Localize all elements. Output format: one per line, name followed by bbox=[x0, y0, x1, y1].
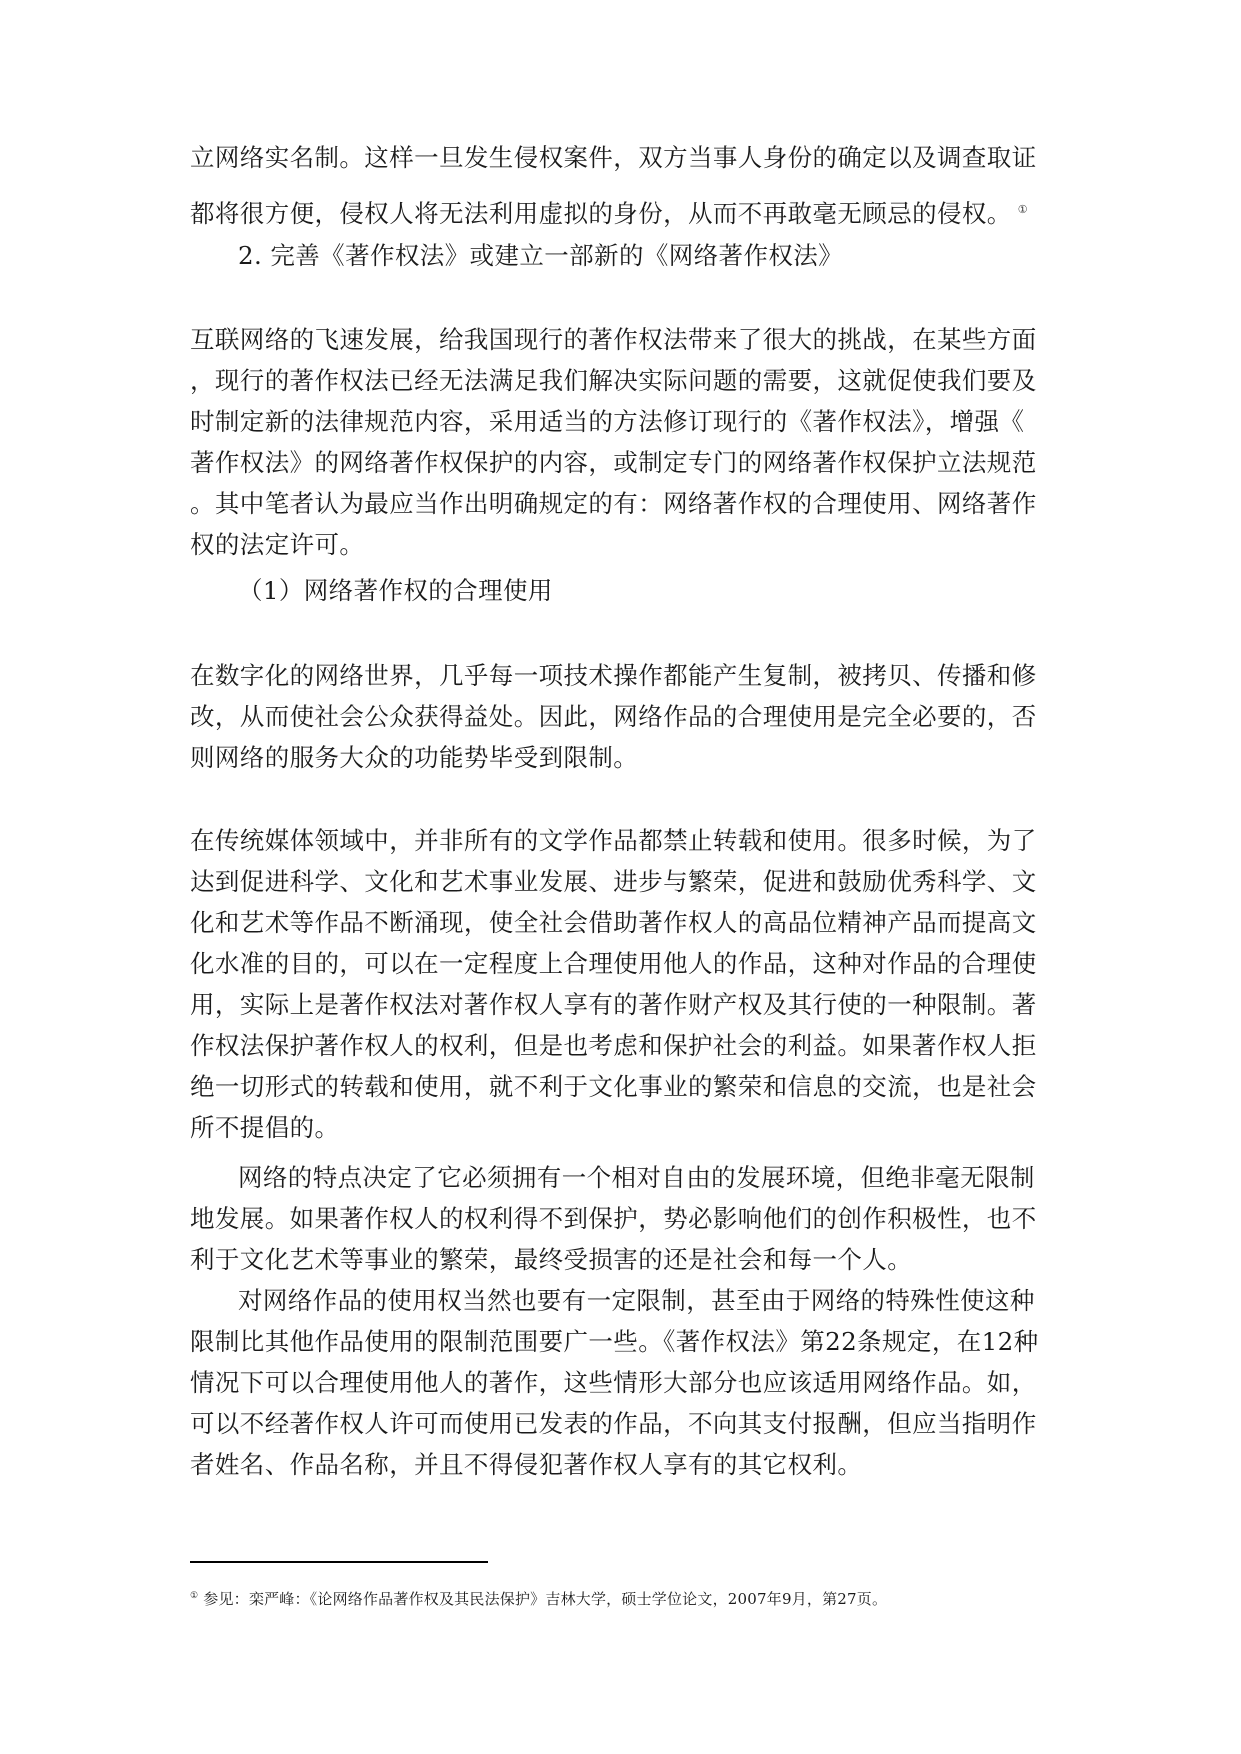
paragraph-line: 地发展。如果著作权人的权利得不到保护，势必影响他们的创作积极性，也不 bbox=[190, 1204, 1037, 1233]
footnote-separator bbox=[190, 1561, 488, 1563]
paragraph-line: 时制定新的法律规范内容，采用适当的方法修订现行的《著作权法》，增强《 bbox=[190, 407, 1025, 436]
paragraph-line: 网络的特点决定了它必须拥有一个相对自由的发展环境，但绝非毫无限制 bbox=[238, 1163, 1035, 1192]
section-heading: 2. 完善《著作权法》或建立一部新的《网络著作权法》 bbox=[238, 241, 844, 270]
paragraph-line-text: 都将很方便，侵权人将无法利用虚拟的身份，从而不再敢毫无顾忌的侵权。 bbox=[190, 199, 1012, 229]
footnote-reference[interactable]: ① bbox=[1017, 203, 1028, 216]
footnote bbox=[190, 1585, 887, 1610]
paragraph-line: 化水准的目的，可以在一定程度上合理使用他人的作品，这种对作品的合理使 bbox=[190, 949, 1037, 978]
paragraph-line: 达到促进科学、文化和艺术事业发展、进步与繁荣，促进和鼓励优秀科学、文 bbox=[190, 867, 1037, 896]
paragraph-line: 互联网络的飞速发展，给我国现行的著作权法带来了很大的挑战，在某些方面 bbox=[190, 325, 1037, 354]
paragraph-line: ，现行的著作权法已经无法满足我们解决实际问题的需要，这就促使我们要及 bbox=[190, 366, 1037, 395]
footnote-mark: ① bbox=[190, 1591, 199, 1601]
paragraph-line: 。其中笔者认为最应当作出明确规定的有：网络著作权的合理使用、网络著作 bbox=[190, 489, 1037, 518]
paragraph-line: 著作权法》的网络著作权保护的内容，或制定专门的网络著作权保护立法规范 bbox=[190, 448, 1037, 477]
paragraph-line: 所不提倡的。 bbox=[190, 1113, 340, 1142]
subsection-heading: （1）网络著作权的合理使用 bbox=[238, 576, 553, 605]
paragraph-line: 权的法定许可。 bbox=[190, 530, 365, 559]
paragraph-line: 在传统媒体领域中，并非所有的文学作品都禁止转载和使用。很多时候，为了 bbox=[190, 826, 1037, 855]
paragraph-line: 在数字化的网络世界，几乎每一项技术操作都能产生复制，被拷贝、传播和修 bbox=[190, 661, 1037, 690]
paragraph-line bbox=[190, 195, 1028, 229]
paragraph-line: 者姓名、作品名称，并且不得侵犯著作权人享有的其它权利。 bbox=[190, 1450, 863, 1479]
footnote-text: 参见：栾严峰：《论网络作品著作权及其民法保护》吉林大学，硕士学位论文，2007年9月，第27页。 bbox=[203, 1590, 888, 1608]
paragraph-line: 作权法保护著作权人的权利，但是也考虑和保护社会的利益。如果著作权人拒 bbox=[190, 1031, 1037, 1060]
paragraph-line: 改，从而使社会公众获得益处。因此，网络作品的合理使用是完全必要的，否 bbox=[190, 702, 1037, 731]
paragraph-line: 情况下可以合理使用他人的著作，这些情形大部分也应该适用网络作品。如， bbox=[190, 1368, 1037, 1397]
paragraph-line: 化和艺术等作品不断涌现，使全社会借助著作权人的高品位精神产品而提高文 bbox=[190, 908, 1037, 937]
paragraph-line: 限制比其他作品使用的限制范围要广一些。《著作权法》第22条规定，在12种 bbox=[190, 1327, 1039, 1356]
paragraph-line: 可以不经著作权人许可而使用已发表的作品，不向其支付报酬，但应当指明作 bbox=[190, 1409, 1037, 1438]
paragraph-line: 立网络实名制。这样一旦发生侵权案件，双方当事人身份的确定以及调查取证 bbox=[190, 143, 1037, 172]
paragraph-line: 对网络作品的使用权当然也要有一定限制，甚至由于网络的特殊性使这种 bbox=[238, 1286, 1035, 1315]
paragraph-line: 则网络的服务大众的功能势毕受到限制。 bbox=[190, 743, 639, 772]
paragraph-line: 用，实际上是著作权法对著作权人享有的著作财产权及其行使的一种限制。著 bbox=[190, 990, 1037, 1019]
paragraph-line: 绝一切形式的转载和使用，就不利于文化事业的繁荣和信息的交流，也是社会 bbox=[190, 1072, 1037, 1101]
paragraph-line: 利于文化艺术等事业的繁荣，最终受损害的还是社会和每一个人。 bbox=[190, 1245, 913, 1274]
